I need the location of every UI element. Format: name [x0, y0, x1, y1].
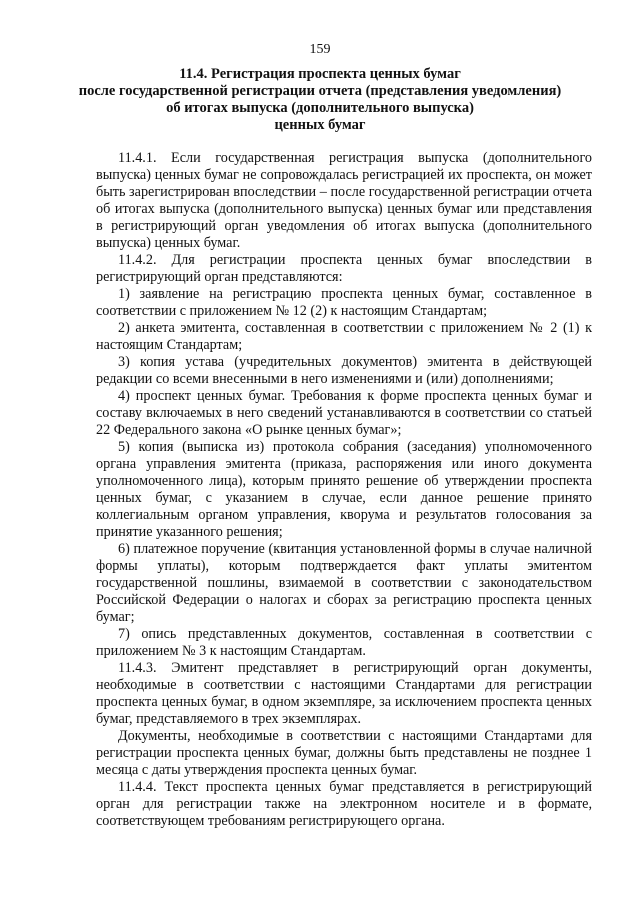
list-item-3: 3) копия устава (учредительных документов) эмитента в действующей редакции со всеми внесенными в него изменениями и (или) дополнениями; — [96, 354, 592, 387]
body-text — [96, 150, 592, 830]
paragraph-deadline: Документы, необходимые в соответствии с настоящими Стандартами для регистрации проспекта ценных бумаг, должны быть представлены не позднее 1 месяца с даты утверждения проспекта ценных бумаг. — [96, 728, 592, 778]
list-item-7: 7) опись представленных документов, составленная в соответствии с приложением № 3 к настоящим Стандартам. — [96, 626, 592, 659]
list-item-2: 2) анкета эмитента, составленная в соответствии с приложением № 2 (1) к настоящим Стандартам; — [96, 320, 592, 353]
paragraph-11-4-2: 11.4.2. Для регистрации проспекта ценных бумаг впоследствии в регистрирующий орган представляются: — [96, 252, 592, 285]
heading-line: ценных бумаг — [274, 117, 366, 133]
list-item-1: 1) заявление на регистрацию проспекта ценных бумаг, составленное в соответствии с приложением № 12 (2) к настоящим Стандартам; — [96, 286, 592, 319]
list-item-6: 6) платежное поручение (квитанция установленной формы в случае наличной формы уплаты), которым подтверждается факт уплаты эмитентом государственной пошлины, взимаемой в соответствии с законодательством Российской Федерации о налогах и сборах за регистрацию проспекта ценных бумаг; — [96, 541, 592, 625]
heading-line: об итогах выпуска (дополнительного выпуска) — [166, 100, 474, 116]
list-item-5: 5) копия (выписка из) протокола собрания (заседания) уполномоченного органа управления эмитента (приказа, распоряжения или иного документа уполномоченного лица), которым принято решение об утверждении проспекта ценных бумаг, с указанием в случае, если данное решение принято коллегиальным органом управления, кворума и результатов голосования за принятие указанного решения; — [96, 439, 592, 540]
section-heading — [40, 66, 600, 134]
page-number: 159 — [309, 42, 331, 57]
list-item-4: 4) проспект ценных бумаг. Требования к форме проспекта ценных бумаг и составу включаемых в него сведений устанавливаются в соответствии со статьей 22 Федерального закона «О рынке ценных бумаг»; — [96, 388, 592, 438]
paragraph-11-4-4: 11.4.4. Текст проспекта ценных бумаг представляется в регистрирующий орган для регистрации также на электронном носителе и в формате, соответствующем требованиям регистрирующего органа. — [96, 779, 592, 829]
heading-line: 11.4. Регистрация проспекта ценных бумаг — [179, 66, 461, 82]
paragraph-11-4-1: 11.4.1. Если государственная регистрация выпуска (дополнительного выпуска) ценных бумаг не сопровождалась регистрацией их проспекта, он может быть зарегистрирован впоследствии – после государственной регистрации отчета об итогах выпуска (дополнительного выпуска) ценных бумаг или представления в регистрирующий орган уведомления об итогах выпуска (дополнительного выпуска) ценных бумаг. — [96, 150, 592, 251]
paragraph-11-4-3: 11.4.3. Эмитент представляет в регистрирующий орган документы, необходимые в соответствии с настоящими Стандартами для регистрации проспекта ценных бумаг, в одном экземпляре, за исключением проспекта ценных бумаг, представляемого в трех экземплярах. — [96, 660, 592, 727]
heading-line: после государственной регистрации отчета (представления уведомления) — [78, 83, 562, 99]
